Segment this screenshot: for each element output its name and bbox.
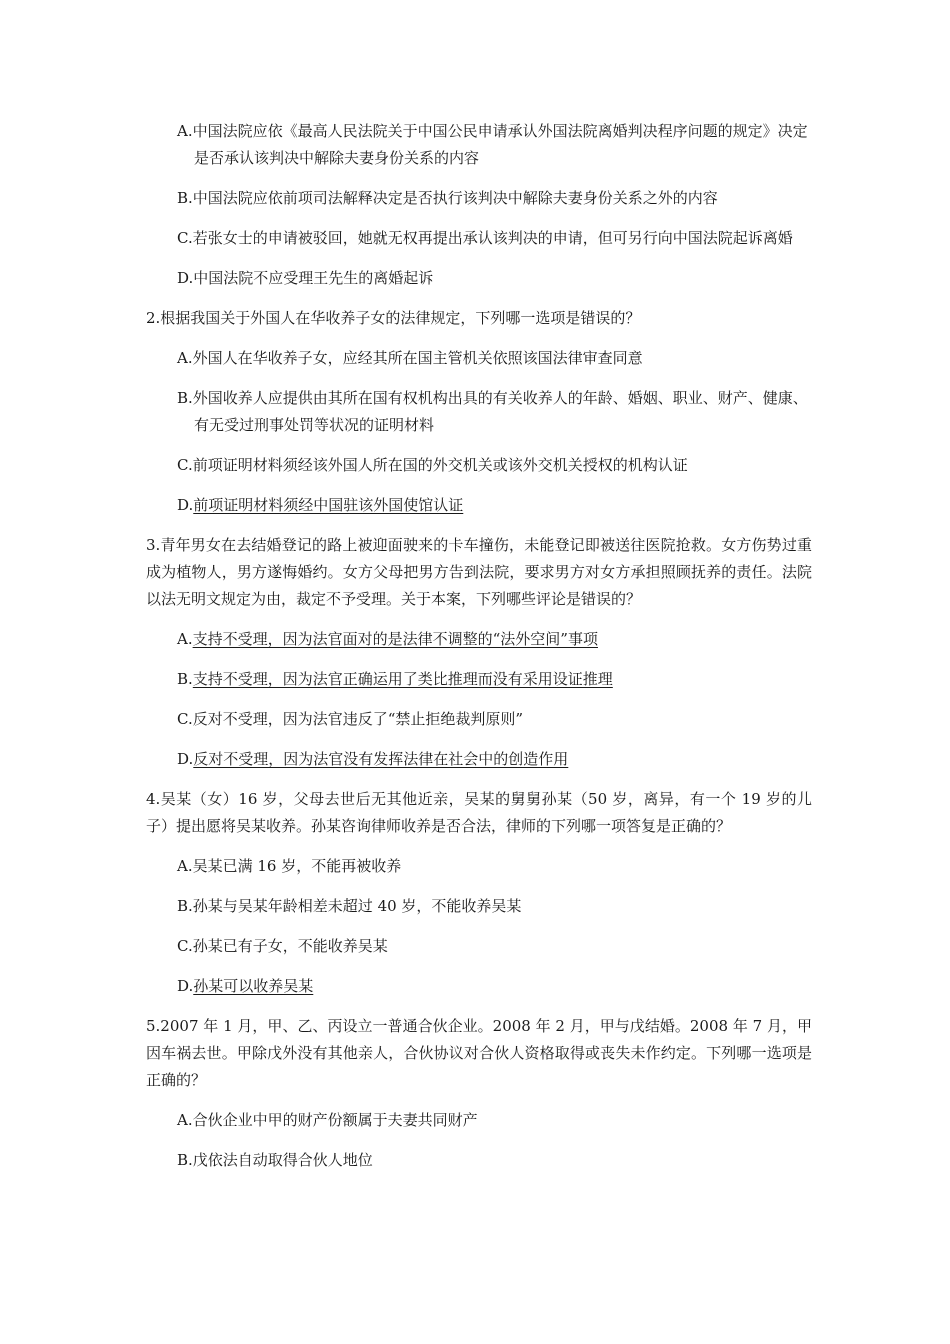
option-letter: C. [177, 456, 193, 474]
q2-option-a [177, 345, 812, 372]
q1-option-a [177, 118, 812, 172]
option-text: 支持不受理，因为法官正确运用了类比推理而没有采用设证推理 [192, 670, 613, 688]
q3-option-b [177, 666, 812, 693]
q2-option-c [177, 452, 812, 479]
q2-option-b [177, 385, 812, 439]
option-letter: A. [177, 630, 193, 648]
q5-option-a [177, 1107, 812, 1134]
option-letter: B. [177, 897, 193, 915]
option-letter: A. [177, 1111, 193, 1129]
option-letter: B. [177, 1151, 193, 1169]
option-text: 中国法院不应受理王先生的离婚起诉 [193, 269, 434, 287]
q2-stem: 2.根据我国关于外国人在华收养子女的法律规定，下列哪一选项是错误的？ [146, 309, 641, 327]
option-letter: A. [177, 349, 193, 367]
option-text: 支持不受理，因为法官面对的是法律不调整的“法外空间”事项 [192, 630, 598, 648]
q1-option-c [177, 225, 812, 252]
option-letter: B. [177, 670, 193, 688]
q3-option-a [177, 626, 812, 653]
option-text: 合伙企业中甲的财产份额属于夫妻共同财产 [192, 1111, 478, 1129]
option-letter: B. [177, 389, 193, 407]
option-text: 外国人在华收养子女，应经其所在国主管机关依照该国法律审查同意 [192, 349, 643, 367]
option-text: 反对不受理，因为法官违反了“禁止拒绝裁判原则” [192, 710, 524, 728]
option-letter: A. [177, 857, 193, 875]
q3-stem: 3.青年男女在去结婚登记的路上被迎面驶来的卡车撞伤，未能登记即被送往医院抢救。女方伤势过重成为植物人，男方遂悔婚约。女方父母把男方告到法院，要求男方对女方承担照顾抚养的责任。法院以法无明文规定为由，裁定不予受理。关于本案，下列哪些评论是错误的？ [146, 536, 812, 608]
option-letter: D. [177, 750, 194, 768]
option-letter: D. [177, 496, 194, 514]
option-text: 外国收养人应提供由其所在国有权机构出具的有关收养人的年龄、婚姻、职业、财产、健康、有无受过刑事处罚等状况的证明材料 [192, 389, 808, 434]
option-letter: D. [177, 977, 194, 995]
option-letter: D. [177, 269, 194, 287]
option-letter: A. [177, 122, 193, 140]
option-letter: C. [177, 710, 193, 728]
option-text: 反对不受理，因为法官没有发挥法律在社会中的创造作用 [193, 750, 569, 768]
q1-option-d [177, 265, 812, 292]
q2-option-d [177, 492, 812, 519]
option-text: 孙某可以收养吴某 [193, 977, 314, 995]
q4-option-c [177, 933, 812, 960]
option-text: 孙某与吴某年龄相差未超过 40 岁，不能收养吴某 [192, 897, 522, 915]
q3-option-c [177, 706, 812, 733]
q4-stem: 4.吴某（女）16 岁，父母去世后无其他近亲，吴某的舅舅孙某（50 岁，离异，有一个 19 岁的儿子）提出愿将吴某收养。孙某咨询律师收养是否合法，律师的下列哪一项答复是正确的？ [146, 790, 812, 835]
option-text: 吴某已满 16 岁，不能再被收养 [192, 857, 402, 875]
option-text: 前项证明材料须经中国驻该外国使馆认证 [193, 496, 464, 514]
option-text: 戊依法自动取得合伙人地位 [192, 1151, 373, 1169]
option-letter: C. [177, 229, 193, 247]
q5-option-b [177, 1147, 812, 1174]
question-list [146, 118, 812, 1187]
q5-stem: 5.2007 年 1 月，甲、乙、丙设立一普通合伙企业。2008 年 2 月，甲与戊结婚。2008 年 7 月，甲因车祸去世。甲除戊外没有其他亲人，合伙协议对合伙人资格取得或丧失未作约定。下列哪一选项是正确的？ [146, 1017, 812, 1089]
option-text: 中国法院应依《最高人民法院关于中国公民申请承认外国法院离婚判决程序问题的规定》决定是否承认该判决中解除夫妻身份关系的内容 [192, 122, 808, 167]
q1-option-b [177, 185, 812, 212]
q4-option-d [177, 973, 812, 1000]
option-text: 若张女士的申请被驳回，她就无权再提出承认该判决的申请，但可另行向中国法院起诉离婚 [192, 229, 793, 247]
option-text: 前项证明材料须经该外国人所在国的外交机关或该外交机关授权的机构认证 [192, 456, 688, 474]
option-text: 中国法院应依前项司法解释决定是否执行该判决中解除夫妻身份关系之外的内容 [192, 189, 718, 207]
option-letter: C. [177, 937, 193, 955]
q3-option-d [177, 746, 812, 773]
option-letter: B. [177, 189, 193, 207]
q4-option-b [177, 893, 812, 920]
option-text: 孙某已有子女，不能收养吴某 [192, 937, 388, 955]
q4-option-a [177, 853, 812, 880]
